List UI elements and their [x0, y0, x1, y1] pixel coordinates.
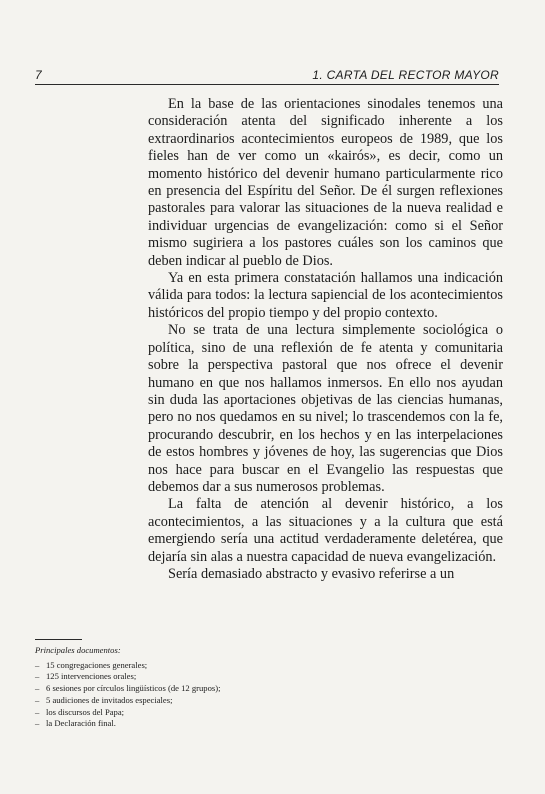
- footnote-item: – la Declaración final.: [35, 718, 335, 730]
- footnote-separator: [35, 639, 82, 640]
- footnotes: [35, 645, 335, 730]
- footnote-item: – 15 congregaciones generales;: [35, 660, 335, 672]
- footnote-item: – 6 sesiones por círculos lingüísticos (de 12 grupos);: [35, 683, 335, 695]
- body-text: [148, 96, 503, 583]
- footnote-item: – 5 audiciones de invitados especiales;: [35, 695, 335, 707]
- paragraph: Sería demasiado abstracto y evasivo referirse a un: [168, 565, 455, 582]
- footnote-item: – 125 intervenciones orales;: [35, 671, 335, 683]
- paragraph: La falta de atención al devenir histórico, a los acontecimientos, a las situaciones y a la cultura que está emergiendo sería una actitud verdaderamente deletérea, que dejaría sin alas a nuestra capacidad de nueva evangelización.: [148, 496, 503, 565]
- paragraph: En la base de las orientaciones sinodales tenemos una consideración atenta del significado inherente a los extraordinarios acontecimientos europeos de 1989, que los fieles han de ver como un «kairós», es decir, como un momento histórico del devenir humano particularmente rico en presencia del Espíritu del Señor. De él surgen reflexiones pastorales para valorar las situaciones de la nueva realidad e individuar urgencias de evangelización: como si el Señor mismo sugiriera a los pastores cuáles son los caminos que deben indicar al pueblo de Dios.: [148, 96, 503, 269]
- footnote-title: Principales documentos:: [35, 645, 121, 655]
- running-header: [35, 68, 499, 85]
- paragraph: No se trata de una lectura simplemente sociológica o política, sino de una reflexión de fe atenta y comunitaria sobre la perspectiva pastoral que nos ofrece el devenir humano en que nos hallamos inmersos. En ello nos ayudan sin duda las aportaciones objetivas de las ciencias humanas, pero no nos quedamos en su nivel; lo trascendemos con la fe, procurando descubrir, en los hechos y en las interpelaciones de estos hombres y jóvenes de hoy, las sugerencias que Dios nos hace para buscar en el Evangelio las respuestas que debemos dar a sus numerosos problemas.: [148, 322, 503, 495]
- running-title: 1. CARTA DEL RECTOR MAYOR: [312, 68, 499, 82]
- page-number: 7: [35, 68, 42, 82]
- paragraph: Ya en esta primera constatación hallamos una indicación válida para todos: la lectura sapiencial de los acontecimientos históricos del propio tiempo y del propio contexto.: [148, 270, 503, 321]
- footnote-list: [35, 660, 335, 730]
- footnote-item: – los discursos del Papa;: [35, 707, 335, 719]
